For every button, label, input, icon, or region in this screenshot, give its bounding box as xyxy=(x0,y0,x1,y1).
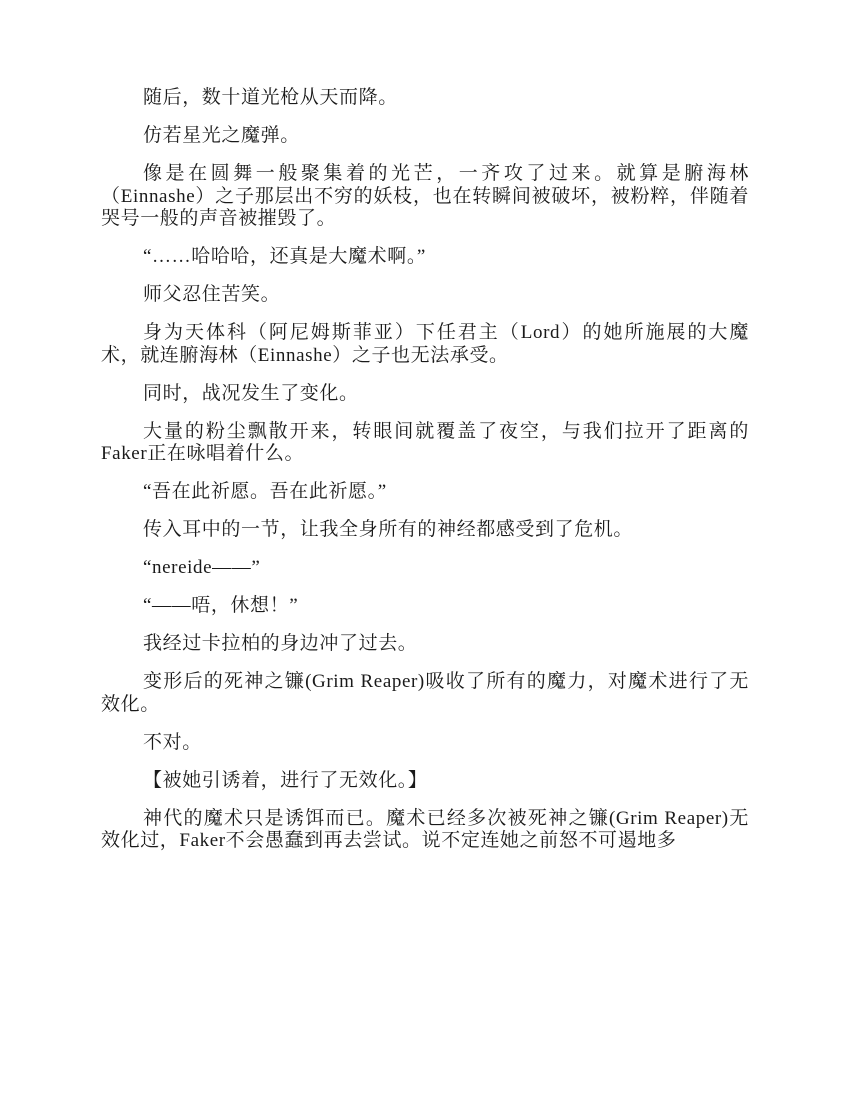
paragraph: 随后，数十道光枪从天而降。 xyxy=(143,87,398,108)
paragraph: 大量的粉尘飘散开来，转眼间就覆盖了夜空，与我们拉开了距离的Faker正在咏唱着什么。 xyxy=(101,420,749,464)
paragraph: 不对。 xyxy=(143,731,202,753)
paragraph: 我经过卡拉柏的身边冲了过去。 xyxy=(143,633,418,654)
paragraph: 像是在圆舞一般聚集着的光芒，一齐攻了过来。就算是腑海林（Einnashe）之子那层出不穷的妖枝，也在转瞬间被破坏，被粉粹，伴随着哭号一般的声音被摧毁了。 xyxy=(101,163,749,229)
paragraph: “……哈哈哈，还真是大魔术啊。” xyxy=(143,246,426,267)
paragraph: 传入耳中的一节，让我全身所有的神经都感受到了危机。 xyxy=(143,519,634,540)
paragraph: 神代的魔术只是诱饵而已。魔术已经多次被死神之镰(Grim Reaper)无效化过，Faker不会愚蠢到再去尝试。说不定连她之前怒不可遏地多 xyxy=(101,807,749,851)
paragraph: 同时，战况发生了变化。 xyxy=(143,382,359,404)
paragraph: 身为天体科（阿尼姆斯菲亚）下任君主（Lord）的她所施展的大魔术，就连腑海林（Einnashe）之子也无法承受。 xyxy=(101,322,749,366)
paragraph: 师父忍住苦笑。 xyxy=(143,284,281,305)
paragraph: “——唔，休想！” xyxy=(143,595,299,616)
paragraph: “nereide——” xyxy=(143,557,261,578)
paragraph: 变形后的死神之镰(Grim Reaper)吸收了所有的魔力，对魔术进行了无效化。 xyxy=(101,671,749,715)
document-page xyxy=(101,87,749,868)
paragraph: “吾在此祈愿。吾在此祈愿。” xyxy=(143,481,387,502)
paragraph: 【被她引诱着，进行了无效化。】 xyxy=(143,769,428,791)
paragraph: 仿若星光之魔弹。 xyxy=(143,125,300,146)
